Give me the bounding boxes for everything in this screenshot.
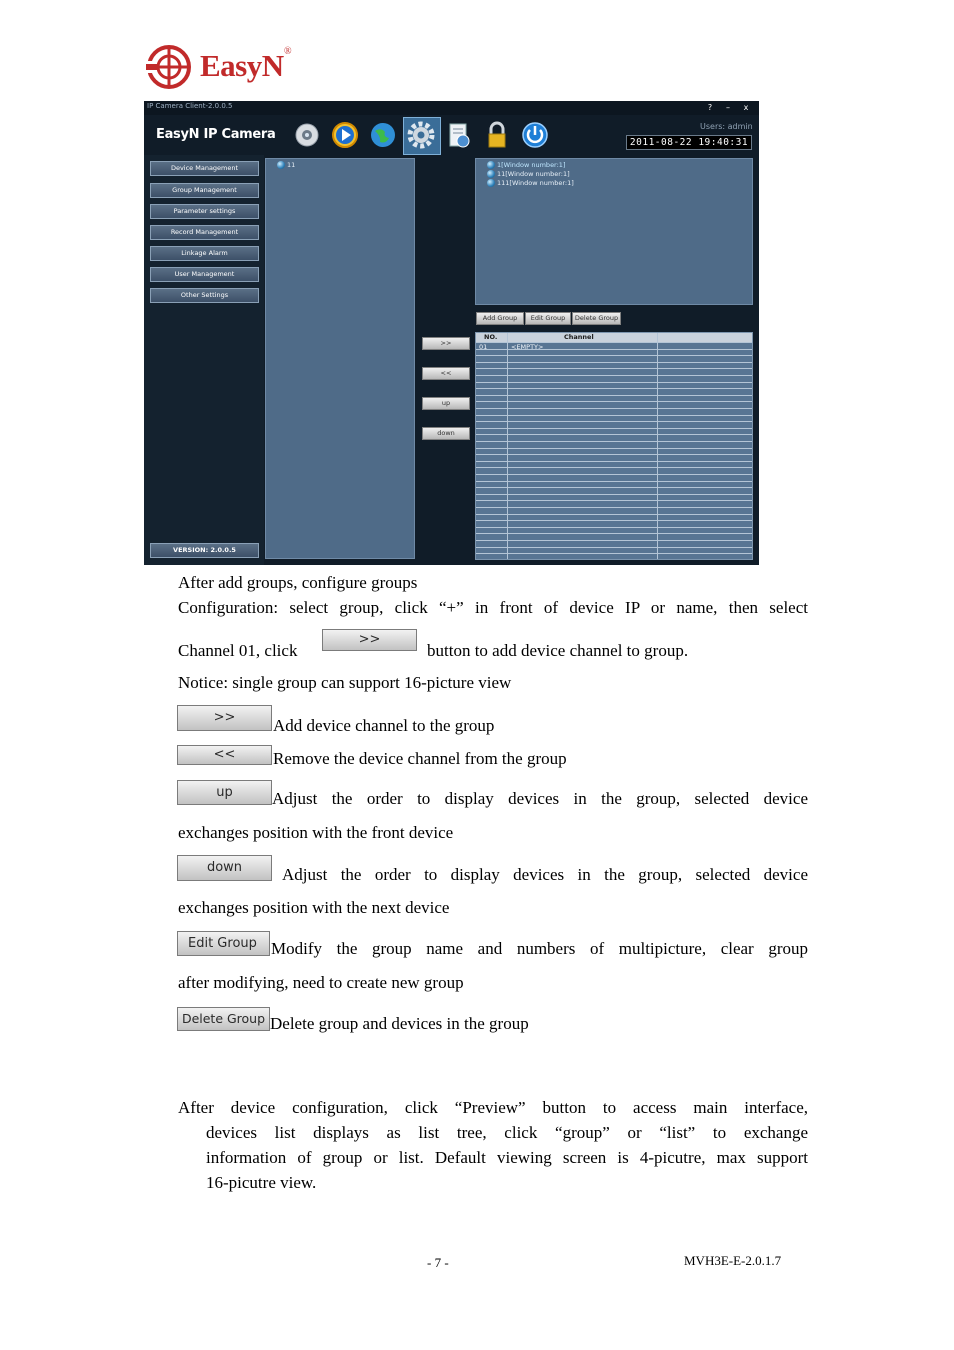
table-row[interactable]	[476, 375, 752, 376]
add-channel-button[interactable]: >>	[422, 337, 470, 350]
table-row[interactable]	[476, 448, 752, 449]
table-row[interactable]	[476, 474, 752, 475]
text-line: 16-picutre view.	[206, 1173, 317, 1192]
page-number: - 7 -	[427, 1255, 449, 1270]
add-channel-button-image: >>	[177, 705, 272, 731]
table-row[interactable]	[476, 533, 752, 534]
text-line: button to add device channel to group.	[427, 641, 689, 660]
delete-group-button[interactable]: Delete Group	[572, 312, 621, 325]
text-line: exchanges position with the next device	[178, 898, 450, 917]
minimize-button[interactable]: –	[726, 103, 730, 112]
group-tree-label: 111[Window number:1]	[497, 179, 574, 187]
add-channel-button-inline: >>	[322, 629, 417, 651]
text-line: devices list displays as list tree, click “group” or “list” to exchange	[206, 1123, 808, 1142]
group-tree-item[interactable]	[487, 179, 574, 187]
group-tree-panel[interactable]	[475, 158, 753, 305]
logo-text: EasyN	[200, 48, 284, 83]
remove-channel-button[interactable]: <<	[422, 367, 470, 380]
table-row[interactable]	[476, 368, 752, 369]
nav-device-management[interactable]: Device Management	[150, 161, 259, 176]
move-down-button-image: down	[177, 855, 272, 881]
power-icon[interactable]	[518, 118, 552, 152]
table-row[interactable]	[476, 494, 752, 495]
text-line: Adjust the order to display devices in the group, selected device	[272, 789, 808, 808]
table-row[interactable]	[476, 520, 752, 521]
text-line: Notice: single group can support 16-picture view	[178, 673, 512, 692]
group-globe-icon	[487, 179, 495, 187]
edit-group-button-image: Edit Group	[177, 931, 270, 956]
group-tree-item[interactable]	[487, 161, 565, 169]
text-line: Channel 01, click	[178, 641, 298, 660]
nav-record-management[interactable]: Record Management	[150, 225, 259, 240]
table-row[interactable]	[476, 355, 752, 356]
table-row[interactable]	[476, 481, 752, 482]
group-tree-label: 1[Window number:1]	[497, 161, 566, 169]
text-line: Add device channel to the group	[273, 716, 495, 735]
table-cell-channel: <EMPTY>	[511, 343, 544, 351]
col-channel-header: Channel	[564, 333, 594, 341]
text-line: After device configuration, click “Preview” button to access main interface,	[178, 1098, 808, 1117]
move-up-button-image: up	[177, 780, 272, 805]
registered-mark: ®	[284, 46, 292, 57]
table-row[interactable]	[476, 441, 752, 442]
sidebar	[144, 155, 264, 565]
easyn-logo	[146, 42, 316, 92]
window-title: IP Camera Client-2.0.0.5	[147, 102, 233, 110]
col-divider	[657, 333, 658, 559]
lock-icon[interactable]	[480, 118, 514, 152]
nav-linkage-alarm[interactable]: Linkage Alarm	[150, 246, 259, 261]
document-code: MVH3E-E-2.0.1.7	[684, 1253, 782, 1268]
table-row[interactable]	[476, 547, 752, 548]
group-tree-item[interactable]	[487, 170, 570, 178]
edit-group-button[interactable]: Edit Group	[525, 312, 571, 325]
table-row[interactable]	[476, 540, 752, 541]
nav-group-management[interactable]: Group Management	[150, 183, 259, 198]
nav-user-management[interactable]: User Management	[150, 267, 259, 282]
table-row[interactable]	[476, 395, 752, 396]
table-row[interactable]	[476, 454, 752, 455]
group-globe-icon	[487, 170, 495, 178]
close-button[interactable]: x	[743, 103, 749, 112]
table-row[interactable]	[476, 415, 752, 416]
version-label: VERSION: 2.0.0.5	[150, 543, 259, 558]
table-row[interactable]	[476, 362, 752, 363]
table-header	[476, 333, 752, 342]
current-user: Users: admin	[700, 122, 753, 131]
app-title: EasyN IP Camera	[156, 127, 276, 142]
app-window-screenshot	[144, 101, 759, 565]
nav-parameter-settings[interactable]: Parameter settings	[150, 204, 259, 219]
table-row[interactable]	[476, 408, 752, 409]
delete-group-button-image: Delete Group	[177, 1007, 270, 1031]
table-row[interactable]	[476, 434, 752, 435]
text-line: after modifying, need to create new group	[178, 973, 464, 992]
text-line: After add groups, configure groups	[178, 573, 418, 592]
table-row[interactable]	[476, 401, 752, 402]
table-row[interactable]	[476, 467, 752, 468]
table-row[interactable]	[476, 428, 752, 429]
remove-channel-button-image: <<	[177, 745, 272, 765]
group-globe-icon	[487, 161, 495, 169]
col-no-header: NO.	[484, 333, 498, 341]
text-line: Delete group and devices in the group	[270, 1014, 529, 1033]
col-divider	[507, 333, 508, 559]
table-row[interactable]	[476, 421, 752, 422]
move-down-button[interactable]: down	[422, 427, 470, 440]
table-row[interactable]	[476, 527, 752, 528]
logo-globe-icon	[146, 42, 196, 92]
table-row[interactable]	[476, 507, 752, 508]
add-group-button[interactable]: Add Group	[476, 312, 524, 325]
device-tree-label: 11	[287, 161, 296, 169]
table-row[interactable]	[476, 500, 752, 501]
table-row[interactable]	[476, 487, 752, 488]
text-line: Configuration: select group, click “+” in front of device IP or name, then select	[178, 598, 808, 617]
text-line: Adjust the order to display devices in the group, selected device	[282, 865, 808, 884]
table-row[interactable]	[476, 553, 752, 554]
move-up-button[interactable]: up	[422, 397, 470, 410]
settings-icon[interactable]	[404, 118, 438, 152]
device-tree-item[interactable]	[277, 161, 295, 169]
title-bar	[144, 101, 759, 115]
device-tree-panel[interactable]	[265, 158, 415, 559]
camera-icon[interactable]	[290, 118, 324, 152]
nav-other-settings[interactable]: Other Settings	[150, 288, 259, 303]
text-line: Remove the device channel from the group	[273, 749, 567, 768]
help-button[interactable]: ?	[707, 103, 713, 112]
table-row[interactable]	[476, 382, 752, 383]
clock-display: 2011-08-22 19:40:31	[626, 135, 752, 150]
text-line: information of group or list. Default viewing screen is 4-picutre, max support	[206, 1148, 808, 1167]
table-cell-no: 01	[479, 343, 488, 351]
group-tree-label: 11[Window number:1]	[497, 170, 570, 178]
playback-icon[interactable]	[328, 118, 362, 152]
text-line: Modify the group name and numbers of multipicture, clear group	[271, 939, 808, 958]
log-icon[interactable]	[442, 118, 476, 152]
channel-table[interactable]	[475, 332, 753, 560]
globe-icon[interactable]	[366, 118, 400, 152]
table-row[interactable]	[476, 461, 752, 462]
device-globe-icon	[277, 161, 285, 169]
text-line: exchanges position with the front device	[178, 823, 454, 842]
table-row[interactable]	[476, 514, 752, 515]
table-row[interactable]	[476, 388, 752, 389]
